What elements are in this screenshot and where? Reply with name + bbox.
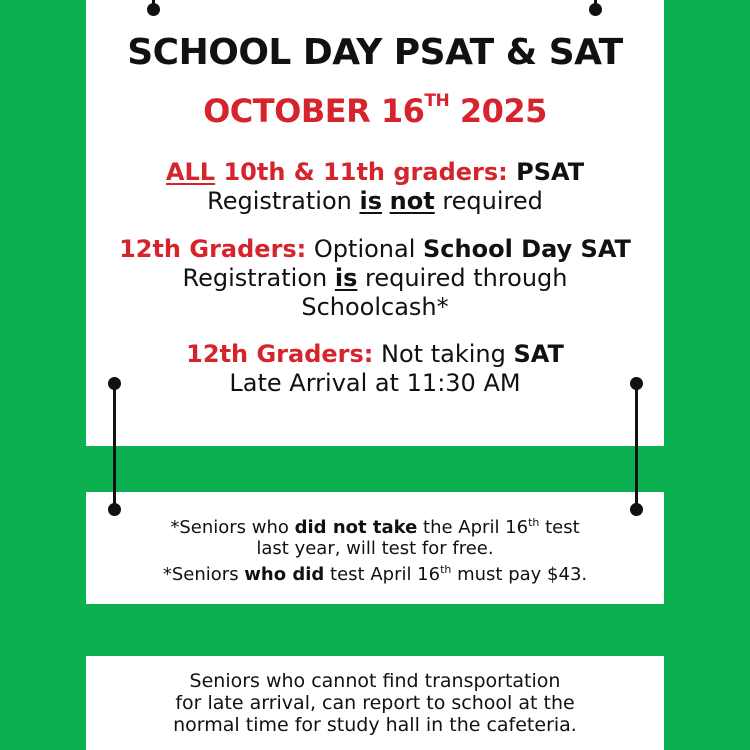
- note-l3-bold: who did: [244, 564, 325, 585]
- top-right-pin-dot: [589, 3, 602, 16]
- note-line-1: [86, 512, 664, 538]
- note-l3-c: test April 16: [324, 564, 441, 585]
- sat-reg-prefix: Registration: [182, 264, 335, 292]
- note-l3-sup: th: [440, 563, 452, 576]
- psat-reg-is: is: [359, 187, 382, 215]
- psat-section: [86, 158, 664, 216]
- psat-all: ALL: [165, 158, 216, 186]
- psat-heading: [86, 158, 664, 187]
- note-l3-a: *Seniors: [162, 564, 245, 585]
- late-heading: [86, 340, 664, 369]
- psat-reg-not: not: [389, 187, 435, 215]
- note-l1-bold: did not take: [294, 517, 418, 538]
- sat-test-name: School Day SAT: [423, 235, 631, 263]
- note-line-3: [86, 559, 664, 585]
- left-hanger-bottom-dot: [108, 503, 121, 516]
- psat-test-name: PSAT: [516, 158, 585, 186]
- psat-graders: 10th & 11th graders:: [215, 158, 517, 186]
- right-hanger-bottom-dot: [630, 503, 643, 516]
- note-l1-d: test: [539, 517, 580, 538]
- sat-label: 12th Graders:: [119, 235, 307, 263]
- right-hanger-top-dot: [630, 377, 643, 390]
- late-not-taking: Not taking: [373, 340, 514, 368]
- sat-optional: Optional: [306, 235, 424, 263]
- note-l3-d: must pay $43.: [451, 564, 588, 585]
- date-year: 2025: [449, 92, 547, 130]
- main-info-panel: [86, 0, 664, 446]
- right-hanger-line: [635, 383, 638, 509]
- transport-line-1: Seniors who cannot find transportation: [189, 670, 561, 692]
- transport-panel: [86, 656, 664, 750]
- date-suffix: TH: [424, 91, 450, 112]
- late-arrival-time: Late Arrival at 11:30 AM: [229, 369, 521, 397]
- top-left-pin-dot: [147, 3, 160, 16]
- left-hanger-top-dot: [108, 377, 121, 390]
- transport-line-3: normal time for study hall in the cafeteria.: [173, 714, 577, 736]
- left-hanger-line: [113, 383, 116, 509]
- date-month-day: OCTOBER 16: [203, 92, 425, 130]
- late-arrival-section: [86, 340, 664, 398]
- sat-reg-suffix: required through: [357, 264, 568, 292]
- sat-registration: [86, 264, 664, 293]
- transport-line-2: for late arrival, can report to school at the: [175, 692, 575, 714]
- psat-reg-suffix: required: [434, 187, 543, 215]
- psat-registration: [86, 187, 664, 216]
- psat-reg-prefix: Registration: [207, 187, 360, 215]
- note-l1-a: *Seniors who: [170, 517, 295, 538]
- sat-reg-is: is: [334, 264, 358, 292]
- sat-section: [86, 235, 664, 322]
- note-line-2: last year, will test for free.: [256, 538, 494, 559]
- sat-via: Schoolcash*: [301, 293, 449, 321]
- note-l1-c: the April 16: [417, 517, 529, 538]
- seniors-note-panel: [86, 492, 664, 604]
- test-date: [86, 92, 664, 130]
- note-l1-sup: th: [528, 516, 540, 529]
- page-title: SCHOOL DAY PSAT & SAT: [127, 32, 623, 73]
- seniors-note: [86, 512, 664, 585]
- late-test-name: SAT: [513, 340, 564, 368]
- late-label: 12th Graders:: [186, 340, 374, 368]
- sat-heading: [86, 235, 664, 264]
- transport-note: [86, 670, 664, 736]
